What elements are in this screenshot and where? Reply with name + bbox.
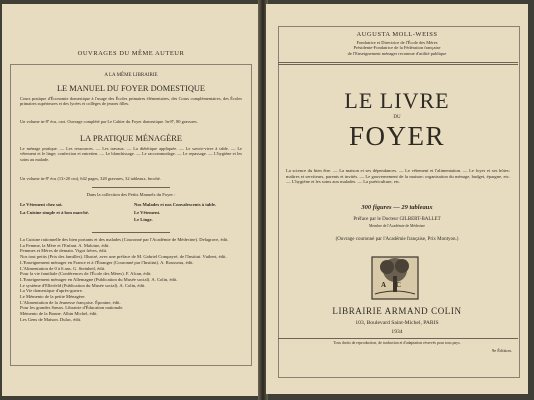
divider (278, 338, 518, 339)
book2-note: Un volume in-8º écu (13×20 cm), 642 pages, 328 gravures, 32 tableaux, broché. (20, 176, 161, 181)
edition-number: 9e Édition. (491, 348, 512, 353)
book-title-line1: LE LIVRE (344, 88, 450, 113)
list-item: Les Gens de Maison. Dulac, édit. (20, 316, 82, 322)
series-note: Dans la collection des Petits Manuels du Foyer : (86, 192, 176, 197)
left-heading: OUVRAGES DU MÊME AUTEUR (77, 50, 185, 57)
divider (92, 187, 170, 188)
contents-summary: La science du bien être. — La maison et ses dépendances. — Le vêtement et l'alimentation. — Le foyer et ses hôtes: maîtres et serviteurs, parents et invités. — Le gouvernement de la maison: organisation du ménage, budget, épargne, etc. — L'hygiène et les soins aux malades. — La puériculture, etc. (286, 168, 510, 185)
book1-title: LE MANUEL DU FOYER DOMESTIQUE (56, 84, 206, 93)
book2-description: Le ménage pratique. — Les ressources. — Les travaux. — La diététique appliquée. — Le savoir-vivre à table. — Le vêtement et le linge; confection et entretien. — Le blanchissage. — Le raccommodage. — Le repassage. — L'hygiène et les soins au malade. (20, 146, 242, 162)
book1-description: Cours pratique d'Économie domestique à l'usage des Écoles primaires élémentaires, des Cours complémentaires, des Écoles primaires supérieures et des lycées et collèges de jeunes filles. (20, 96, 242, 107)
list-item: L'Enseignement ménager en Allemagne (Publication du Musée social). A. Colin, édit. (20, 276, 178, 282)
list-item: L'Alimentation de 0 à 6 ans. G. Steinheil, édit. (20, 265, 106, 271)
list-item: La Vie domestique d'après-guerre. (20, 288, 83, 294)
rights-notice: Tous droits de reproduction, de traduction et d'adaptation réservés pour tous pays. (333, 341, 461, 345)
left-page (2, 4, 260, 396)
series-item: Le Vêtement chez soi. (20, 202, 63, 207)
list-item: Pour la vie familiale (Conférences de l'École des Mères). F. Alcan, édit. (20, 271, 152, 277)
book1-note: Un volume in-8º écu, cart. Ouvrage complété par Le Cahier du Foyer domestique. In-8º, 80 gravures. (20, 119, 198, 124)
series-item: Le Vêtement. (134, 209, 161, 215)
divider (278, 62, 518, 63)
tree-emblem-icon (369, 256, 421, 300)
other-works-list (20, 237, 244, 323)
author-title-line: Fondatrice et Directrice de l'École des Mères (356, 40, 438, 45)
list-item: Le système d'Ellerfeld (Publication du Musée social). A. Colin, édit. (20, 282, 146, 288)
emblem-letters: AC (381, 281, 412, 289)
book-title-line2: FOYER (348, 121, 445, 151)
author-title-line: de l'Enseignement ménager reconnue d'utilité publique (347, 50, 447, 56)
list-item: L'Enseignement ménager en France et à l'Étranger (Couronné par l'Institut). A. Rousseau, édit. (20, 259, 194, 265)
divider (278, 64, 518, 65)
list-item: Mémento de la Bonne. Albin Michel, édit. (20, 311, 98, 317)
author-title-line: Présidente-Fondatrice de la Fédération française (353, 45, 441, 51)
list-item: La Cuisine rationnelle des bien portants et des malades (Couronné par l'Académie de Médecine). Delagrave, édit. (20, 237, 229, 242)
list-item: Nos tout petits (Prix des familles). Illustré, avec une préface de M. Gabriel Compayré, de l'Institut. Vuibert, édit. (20, 254, 227, 260)
publisher-address: 103, Boulevard Saint-Michel, PARIS (355, 320, 439, 326)
figures-count: 300 figures — 29 tableaux (361, 204, 433, 211)
series-item: La Cuisine simple et à bon marché. (20, 209, 89, 215)
publication-year: 1934 (391, 329, 403, 335)
series-right (134, 202, 244, 223)
divider (92, 232, 170, 233)
book-title-du: DU (393, 115, 401, 120)
preface-subtitle: Membre de l'Académie de Médecine (369, 224, 425, 228)
right-page (266, 4, 528, 394)
left-publisher: A LA MÊME LIBRAIRIE (104, 73, 158, 78)
list-item: Le Mémento de la petite Ménagère. (20, 294, 86, 300)
author-titles (266, 40, 528, 56)
preface-credit: Préface par le Docteur GILBERT-BALLET (353, 217, 441, 222)
series-item: Le Linge. (134, 217, 153, 223)
publisher-emblem (369, 256, 421, 300)
publisher-name: LIBRAIRIE ARMAND COLIN (332, 306, 462, 316)
series-left (20, 202, 130, 215)
award-note: (Ouvrage couronné par l'Académie française, Prix Montyon.) (335, 237, 459, 242)
list-item: L'Alimentation de la Jeunesse française. Éponine, édit. (20, 299, 121, 305)
list-item: Femmes et Mères de demain. Vigot frères, édit. (20, 248, 108, 254)
book2-title: LA PRATIQUE MÉNAGÈRE (80, 134, 182, 143)
list-item: Pour les grandes Sœurs. Librairie d'Éducation nationale. (20, 305, 124, 311)
series-item: Nos Malades et nos Convalescents à table. (134, 202, 217, 207)
author-name: AUGUSTA MOLL-WEISS (356, 31, 438, 38)
list-item: La Femme, la Mère et l'Enfant. A. Maloine, édit. (20, 242, 110, 248)
